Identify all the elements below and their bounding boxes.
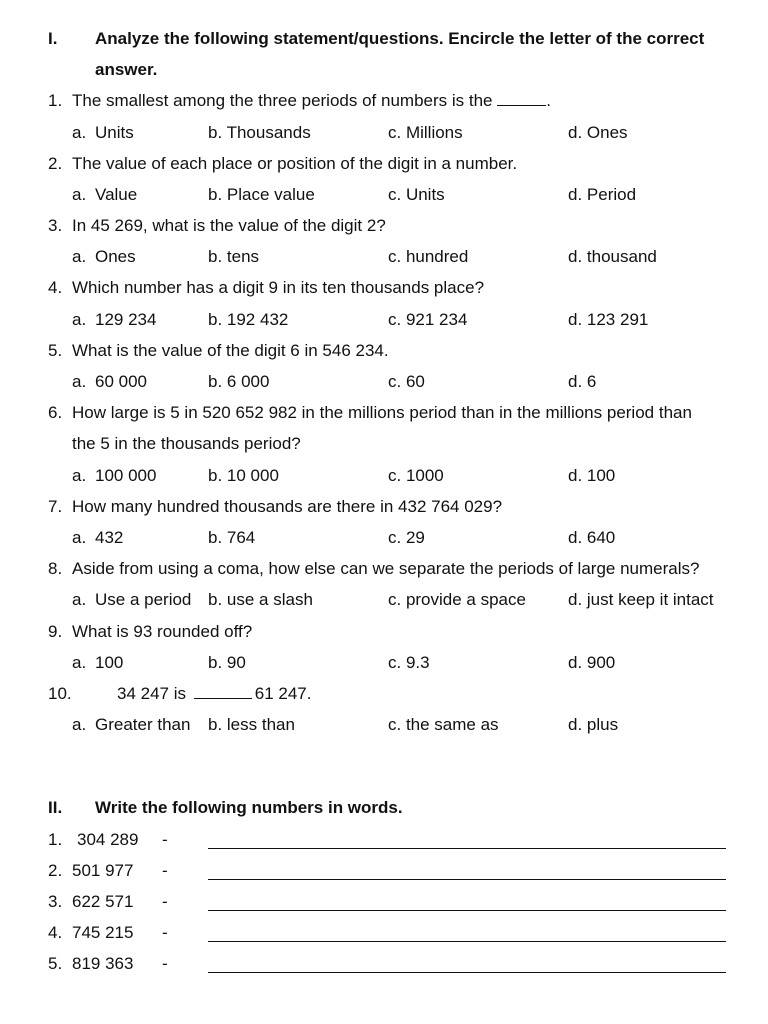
choice-d[interactable]: d. plus	[568, 715, 619, 734]
choice-b[interactable]: b. Thousands	[208, 123, 311, 142]
question-5	[0, 339, 768, 363]
section2-heading	[0, 796, 768, 820]
item-dash: -	[162, 830, 168, 849]
question-text: How many hundred thousands are there in 432 764 029?	[72, 497, 503, 516]
item-dash: -	[162, 954, 168, 973]
answer-line-5[interactable]	[208, 972, 726, 973]
question-6-cont	[0, 432, 768, 456]
choice-b[interactable]: b. 10 000	[208, 466, 279, 485]
question-text: In 45 269, what is the value of the digit 2?	[72, 216, 386, 235]
question-9	[0, 620, 768, 644]
question-8	[0, 557, 768, 581]
choices-9	[0, 651, 768, 675]
item-number: 2.	[48, 861, 63, 880]
question-number: 4.	[48, 278, 63, 297]
choice-b[interactable]: b. 90	[208, 653, 246, 672]
answer-line-4[interactable]	[208, 941, 726, 942]
choice-b[interactable]: b. 764	[208, 528, 256, 547]
question-4	[0, 276, 768, 300]
question-text: What is the value of the digit 6 in 546 234.	[72, 341, 389, 360]
choice-a[interactable]: a. Use a period	[72, 590, 192, 609]
choice-d[interactable]: d. 900	[568, 653, 616, 672]
choice-a[interactable]: a. Units	[72, 123, 134, 142]
choice-a[interactable]: a. Ones	[72, 247, 136, 266]
question-number: 3.	[48, 216, 63, 235]
question-text: How large is 5 in 520 652 982 in the millions period than in the millions period than	[72, 403, 692, 422]
choice-c[interactable]: c. Units	[388, 185, 445, 204]
choice-a[interactable]: a. 432	[72, 528, 124, 547]
answer-line-3[interactable]	[208, 910, 726, 911]
choice-c[interactable]: c. the same as	[388, 715, 499, 734]
item-number: 4.	[48, 923, 63, 942]
section2-heading-text: Write the following numbers in words.	[95, 798, 403, 817]
question-number: 7.	[48, 497, 63, 516]
choices-3	[0, 245, 768, 269]
choices-5	[0, 370, 768, 394]
choice-d[interactable]: d. thousand	[568, 247, 657, 266]
question-2	[0, 152, 768, 176]
item-dash: -	[162, 892, 168, 911]
item-number: 5.	[48, 954, 63, 973]
question-number: 6.	[48, 403, 63, 422]
choice-d[interactable]: d. Period	[568, 185, 637, 204]
choice-d[interactable]: d. Ones	[568, 123, 628, 142]
question-number: 8.	[48, 559, 63, 578]
choice-d[interactable]: d. just keep it intact	[568, 590, 714, 609]
choice-b[interactable]: b. use a slash	[208, 590, 313, 609]
choice-b[interactable]: b. 192 432	[208, 310, 289, 329]
question-3	[0, 214, 768, 238]
question-number: 5.	[48, 341, 63, 360]
choice-d[interactable]: d. 6	[568, 372, 597, 391]
question-10	[0, 682, 768, 706]
choice-a[interactable]: a. 100 000	[72, 466, 157, 485]
choice-a[interactable]: a. 129 234	[72, 310, 157, 329]
choice-a[interactable]: a. Value	[72, 185, 138, 204]
question-text: The value of each place or position of the digit in a number.	[72, 154, 518, 173]
question-number: 1.	[48, 91, 63, 110]
choice-d[interactable]: d. 100	[568, 466, 616, 485]
section2-numeral: II.	[48, 798, 63, 817]
item-dash: -	[162, 923, 168, 942]
item-value: 304 289	[77, 830, 139, 849]
choices-6	[0, 464, 768, 488]
item-value: 819 363	[72, 954, 134, 973]
item-dash: -	[162, 861, 168, 880]
answer-line-1[interactable]	[208, 848, 726, 849]
choice-c[interactable]: c. 29	[388, 528, 425, 547]
section1-heading	[0, 27, 768, 51]
choice-c[interactable]: c. 9.3	[388, 653, 430, 672]
question-7	[0, 495, 768, 519]
answer-blank	[497, 90, 546, 106]
choice-d[interactable]: d. 640	[568, 528, 616, 547]
answer-line-2[interactable]	[208, 879, 726, 880]
choices-2	[0, 183, 768, 207]
question-text: 34 247 is 61 247.	[117, 684, 312, 703]
choice-c[interactable]: c. provide a space	[388, 590, 526, 609]
item-value: 745 215	[72, 923, 134, 942]
question-1	[0, 89, 768, 113]
choice-a[interactable]: a. 60 000	[72, 372, 147, 391]
section1-heading-line1: Analyze the following statement/questions. Encircle the letter of the correct	[95, 29, 705, 48]
choice-a[interactable]: a. Greater than	[72, 715, 191, 734]
question-number: 9.	[48, 622, 63, 641]
choice-c[interactable]: c. hundred	[388, 247, 469, 266]
item-number: 1.	[48, 830, 63, 849]
question-text-line2: the 5 in the thousands period?	[72, 434, 301, 453]
item-value: 501 977	[72, 861, 134, 880]
choice-d[interactable]: d. 123 291	[568, 310, 649, 329]
choice-b[interactable]: b. Place value	[208, 185, 315, 204]
choice-c[interactable]: c. 921 234	[388, 310, 468, 329]
choice-b[interactable]: b. tens	[208, 247, 260, 266]
question-text: Which number has a digit 9 in its ten thousands place?	[72, 278, 485, 297]
choice-b[interactable]: b. less than	[208, 715, 295, 734]
choices-7	[0, 526, 768, 550]
section1-heading-line2: answer.	[95, 60, 158, 79]
choice-c[interactable]: c. 1000	[388, 466, 444, 485]
choice-a[interactable]: a. 100	[72, 653, 124, 672]
item-number: 3.	[48, 892, 63, 911]
choices-4	[0, 308, 768, 332]
choice-c[interactable]: c. Millions	[388, 123, 463, 142]
question-text: The smallest among the three periods of numbers is the .	[72, 91, 551, 110]
choice-b[interactable]: b. 6 000	[208, 372, 270, 391]
section1-heading-cont	[0, 58, 768, 82]
question-number: 10.	[48, 684, 72, 703]
choices-10	[0, 713, 768, 737]
question-text: What is 93 rounded off?	[72, 622, 253, 641]
question-text: Aside from using a coma, how else can we separate the periods of large numerals?	[72, 559, 700, 578]
question-6	[0, 401, 768, 425]
choice-c[interactable]: c. 60	[388, 372, 425, 391]
section1-numeral: I.	[48, 29, 58, 48]
item-value: 622 571	[72, 892, 134, 911]
choices-8	[0, 588, 768, 612]
choices-1	[0, 121, 768, 145]
question-number: 2.	[48, 154, 63, 173]
answer-blank	[194, 683, 252, 699]
